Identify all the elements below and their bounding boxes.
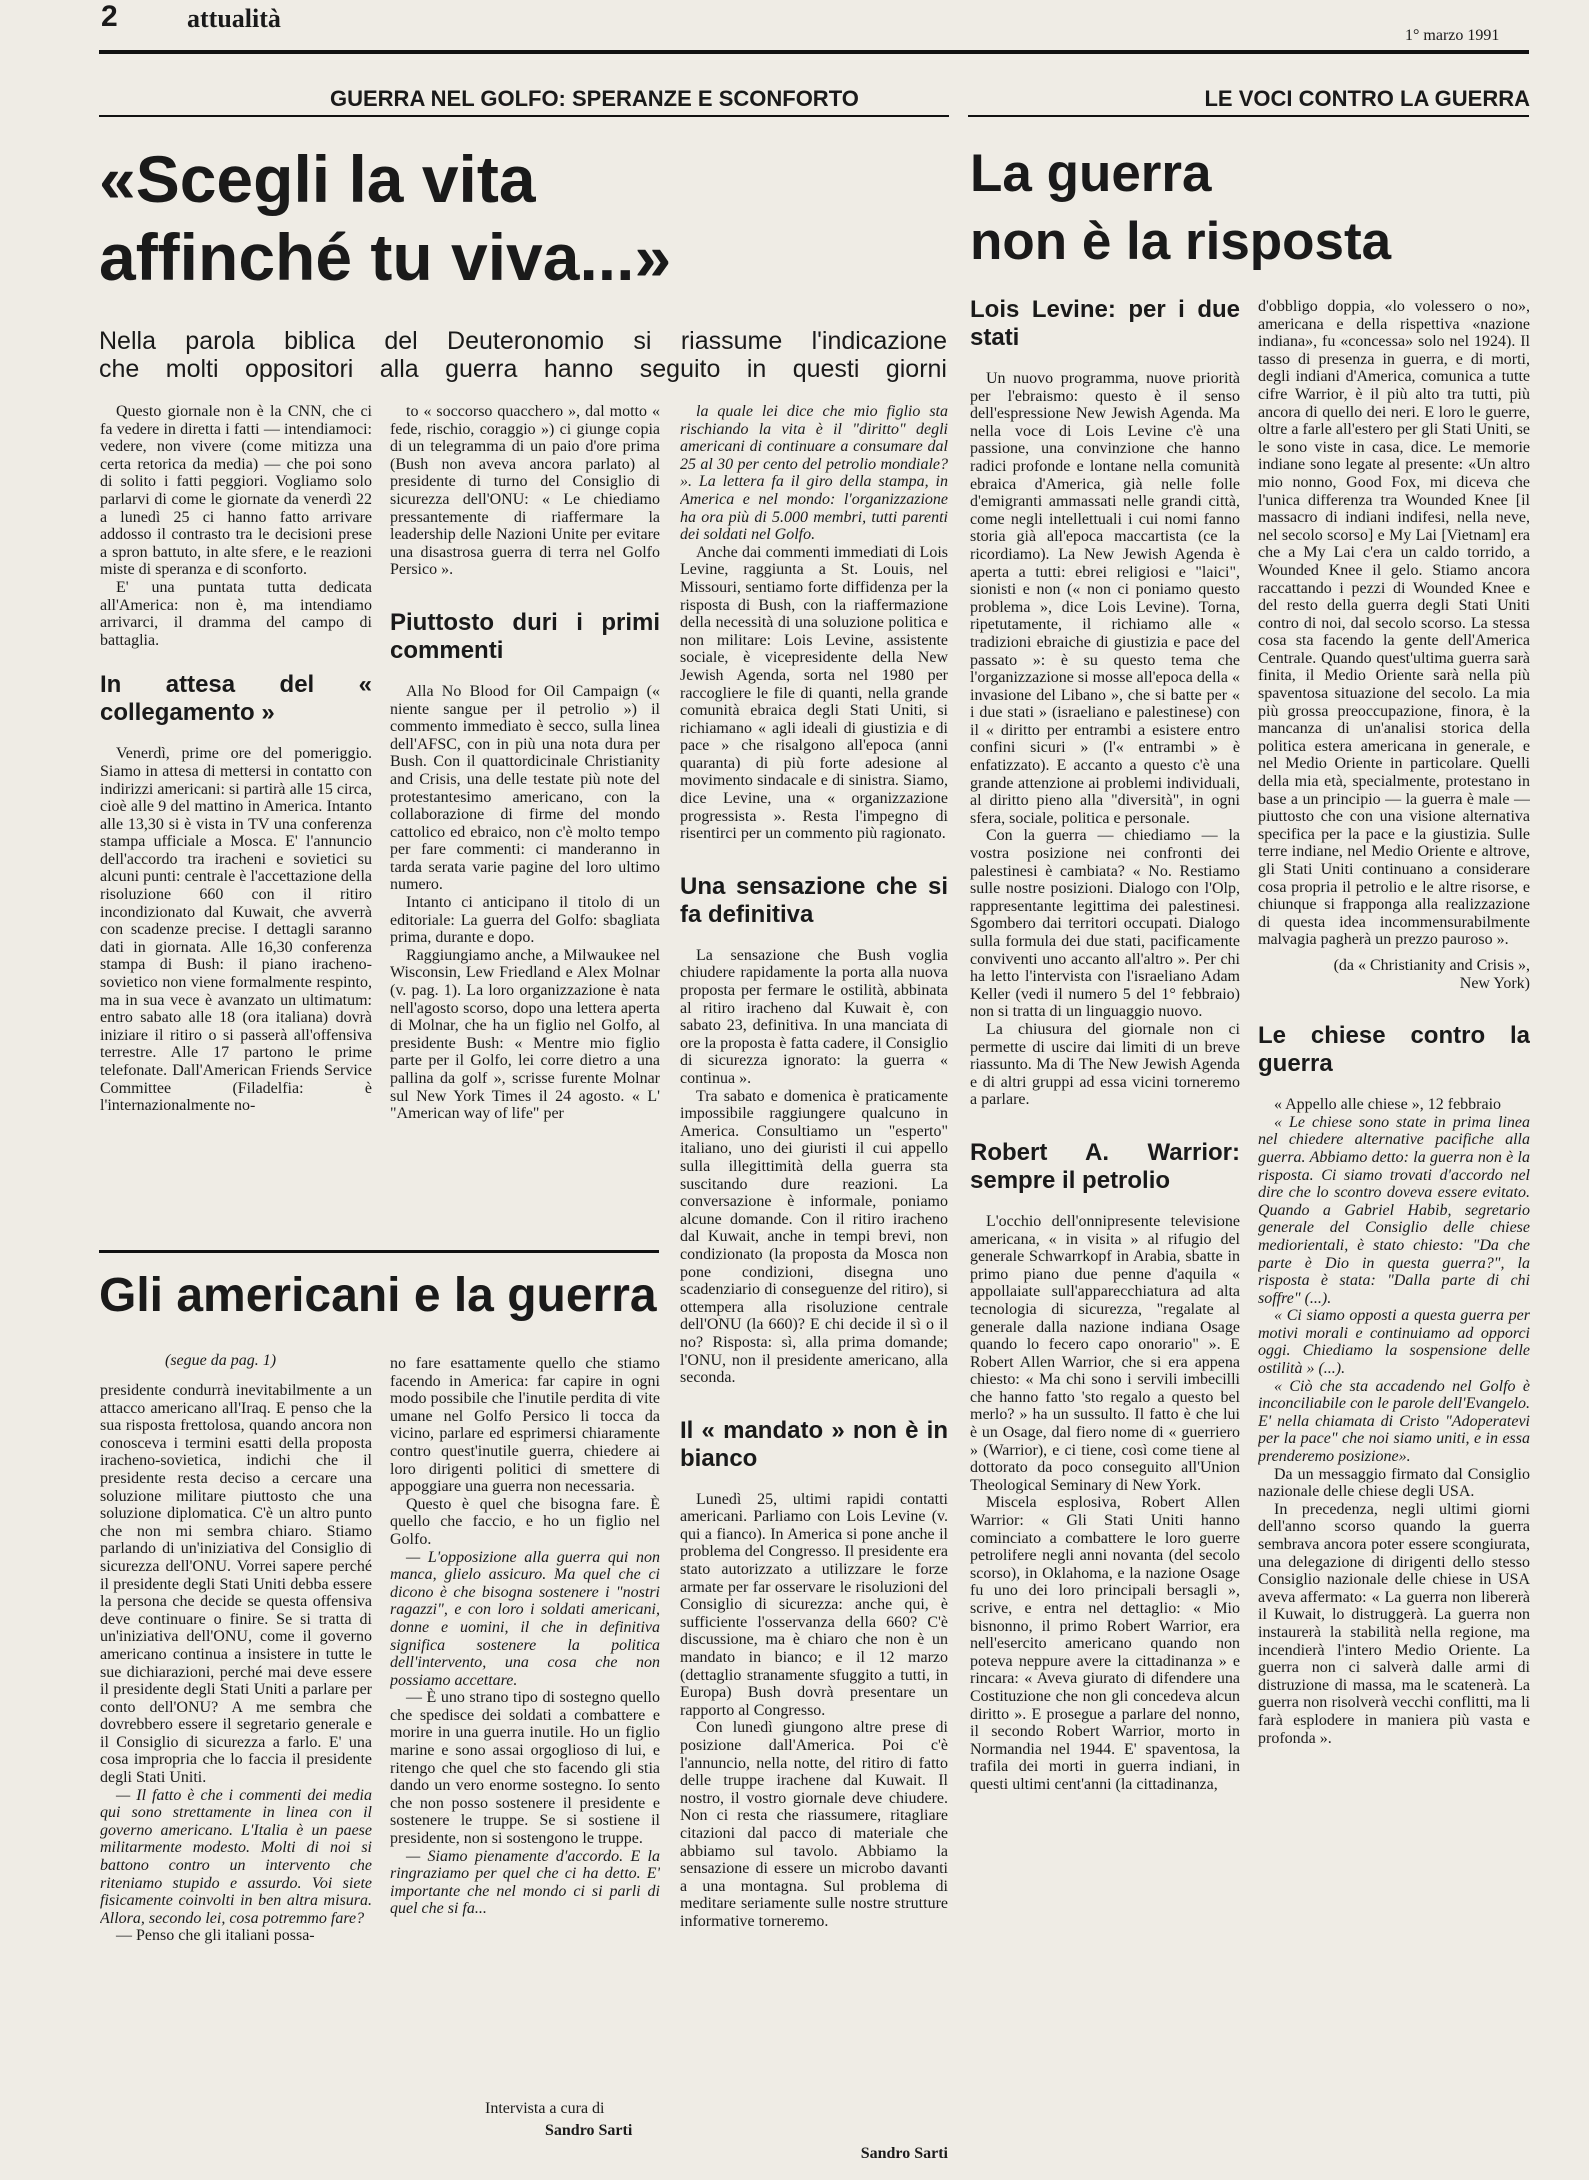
- right-paragraph: Con la guerra — chiediamo — la vostra posizione nei confronti dei palestinesi è cambiata? « No. Restiamo sulle nostre posizioni. Dialogo con l'Olp, rappresentante legittima dei palestinesi. Sgombero dai territori occupati. Dialogo sulla formula dei due stati, pacificamente conviventi uno accanto all'altro ». Per chi ha letto l'intervista con l'israeliano Adam Keller (vedi il numero 5 del 1° febbraio) non si tratta di un linguaggio nuovo.: [970, 827, 1240, 1021]
- main-paragraph: Anche dai commenti immediati di Lois Levine, raggiunta a St. Louis, nel Missouri, sentiamo forte diffidenza per la risposta di Bush, con la riaffermazione della necessità di una soluzione politica e non militare: Lois Levine, assistente sociale, è vicepresidente della New Jewish Agenda, sorta nel 1980 per raccogliere le file di quanti, nella grande comunità ebraica degli Stati Uniti, si richiamano « agli ideali di giustizia e di pace » che risalgono all'epoca (anni quaranta) di più forte adesione al movimento sindacale e di sinistra. Siamo, dice Levine, una « organizzazione progressista ». Resta l'impegno di risentirci per un commento più ragionato.: [680, 543, 948, 843]
- second-paragraph: presidente condurrà inevitabilmente a un attacco americano all'Iraq. E penso che la sua risposta frettolosa, quando ancora non conosceva i termini esatti della proposta iracheno-sovietica, indichi che il presidente resta deciso a cercare una soluzione militare piuttosto che una soluzione diplomatica. C'è un altro punto che non mi sembra chiaro. Stiamo parlando di un'iniziativa del Consiglio di sicurezza dell'ONU. Vorrei sapere perché il presidente degli Stati Uniti debba essere la persona che decide se questa offensiva deve continuare o finire. Se si tratta di un'iniziativa dell'ONU, come il governo americano continua a insistere in tutte le sue dichiarazioni, perché mai deve essere il presidente degli Stati Uniti a parlare per conto dell'ONU? A me sembra che dovrebbero essere il segretario generale e il Consiglio di sicurezza a farlo. E' una cosa impropria che lo faccia il presidente degli Stati Uniti.: [100, 1382, 372, 1787]
- second-article-rule: [99, 1250, 659, 1253]
- right-subheading-3: Le chiese contro la guerra: [1258, 1022, 1530, 1078]
- second-paragraph: — È uno strano tipo di sostegno quello che spedisce dei soldati a combattere e morire in una guerra inutile. Ho un figlio marine e sono assai orgoglioso di lui, e ritengo che quel che sto facendo gli stia dando un vero enorme sostegno. Io sento che non posso sostenere il presidente e sostenere le truppe. Se si sostiene il presidente, non si sostengono le truppe.: [390, 1689, 660, 1848]
- main-paragraph: Alla No Blood for Oil Campaign (« niente sangue per il petrolio ») il commento immediato è secco, sulla linea dell'AFSC, con in più una nota dura per Bush. Con il quattordicinale Christianity and Crisis, una delle testate più note del protestantesimo americano, con la collaborazione di firme del mondo cattolico ed ebraico, non c'è molto tempo per fare commenti: ci manderanno in tarda serata varie pagine del loro ultimo numero.: [390, 682, 660, 894]
- kicker-rule-left: [99, 115, 949, 117]
- second-paragraph: Questo è quel che bisogna fare. È quello che faccio, e ho un figlio nel Golfo.: [390, 1495, 660, 1548]
- right-headline-line2: non è la risposta: [970, 212, 1392, 271]
- main-column-3: [680, 403, 948, 2143]
- main-subheading-3: Una sensazione che si fa definitiva: [680, 872, 948, 928]
- right-headline: [970, 140, 1530, 276]
- main-headline-line2: affinché tu viva...»: [99, 220, 672, 294]
- main-paragraph: E' una puntata tutta dedicata all'America: non è, ma intendiamo arrivarci, il dramma del campo di battaglia.: [100, 578, 372, 649]
- section-label: attualità: [187, 4, 281, 33]
- second-column-1: [100, 1382, 372, 2152]
- main-subheading-4: Il « mandato » non è in bianco: [680, 1416, 948, 1472]
- main-paragraph: La sensazione che Bush voglia chiudere rapidamente la porta alla nuova proposta per fermare le ostilità, abbinata al ritiro iracheno dal Kuwait è, con sabato 23, definitiva. In una manciata di ore la proposta è fatta cadere, il Consiglio di sicurezza ignorato: la guerra « continua ».: [680, 946, 948, 1087]
- main-deck-line1: Nella parola biblica del Deuteronomio si riassume l'indicazione: [99, 327, 947, 355]
- main-paragraph: Raggiungiamo anche, a Milwaukee nel Wisconsin, Lew Friedland e Alex Molnar (v. pag. 1). La loro organizzazione è nata nell'agosto scorso, dopo una lettera aperta di Molnar, che ha un figlio nel Golfo, al presidente Bush: « Mentre mio figlio parte per il Golfo, lei corre dietro a una pallina da golf », scrisse furente Molnar sul New York Times il 24 agosto. « L' "American way of life" per: [390, 946, 660, 1123]
- right-column-2: [1258, 298, 1530, 2168]
- main-paragraph: Venerdì, prime ore del pomeriggio. Siamo in attesa di mettersi in contatto con indirizzi americani: si partirà alle 15 circa, cioè alle 9 del mattino in America. Intanto alle 13,30 si è vista in TV una conferenza stampa ufficiale a Mosca. E' l'annuncio dell'accordo tra iracheni e sovietici su alcuni punti: centrale è l'accettazione della risoluzione 660 con il ritiro incondizionato dal Kuwait, che avverrà con scadenze precise. I dettagli saranno dati in giornata. Alle 16,30 conferenza stampa di Bush: il piano iracheno-sovietico non viene formalmente respinto, ma in sua vece è avanzato un ultimatum: entro sabato alle 18 (ora italiana) dovrà iniziare il ritiro o si passerà all'offensiva terrestre. Alle 17 partono le prime telefonate. Dall'American Friends Service Committee (Filadelfia: è l'internazionalmente no-: [100, 745, 372, 1115]
- main-paragraph: Con lunedì giungono altre prese di posizione dall'America. Poi c'è l'annuncio, nella notte, del ritiro di fatto delle truppe irachene dal Kuwait. Il nostro, il vostro giornale deve chiudere. Non ci resta che riassumere, ritagliare citazioni dal pacco di materiale che abbiamo sul tavolo. Abbiamo la sensazione di essere un microbo davanti a una montagna. Sul problema di meditare seriamente sulle nostre strutture informative torneremo.: [680, 1719, 948, 1930]
- second-paragraph: — L'opposizione alla guerra qui non manca, glielo assicuro. Ma quel che ci dicono è che bisogna sostenere i "nostri ragazzi", e con loro i soldati americani, donne e uomini, il che in definitiva significa sostenere la politica dell'intervento, una cosa che non possiamo accettare.: [390, 1548, 660, 1689]
- main-headline-line1: «Scegli la vita: [99, 142, 536, 216]
- main-paragraph: Lunedì 25, ultimi rapidi contatti americani. Parliamo con Lois Levine (v. qui a fianco). In America si pone anche il problema del Congresso. Il presidente era stato autorizzato a utilizzare le forze armate per far osservare le risoluzioni del Consiglio di sicurezza: anche qui, è sufficiente l'osservanza della 660? C'è discussione, ma è chiaro che non è un mandato in bianco; e il 12 marzo (dettaglio stranamente sfuggito a tutti, in Europa) Bush dovrà presentare un rapporto al Congresso.: [680, 1490, 948, 1719]
- source-line-1: (da « Christianity and Crisis »,: [1333, 956, 1530, 974]
- right-paragraph: La chiusura del giornale non ci permette di uscire dai limiti di un breve riassunto. Ma di The New Jewish Agenda e di altri gruppi ad essa vicini torneremo a parlare.: [970, 1020, 1240, 1109]
- right-subheading-1: Lois Levine: per i due stati: [970, 296, 1240, 351]
- main-column-2: [390, 403, 660, 1263]
- second-paragraph: — Il fatto è che i commenti dei media qui sono strettamente in linea con il governo americano. L'Italia è un paese militarmente modesto. Molti di noi si battono contro un intervento che riteniamo stupido e assurdo. Voi siete fisicamente coinvolti in ben altra misura. Allora, secondo lei, cosa potremmo fare?: [100, 1786, 372, 1927]
- second-paragraph: — Siamo pienamente d'accordo. E la ringraziamo per quel che ci ha detto. E' importante che nel mondo ci si parli di quel che si fa...: [390, 1847, 660, 1918]
- second-column-2: [390, 1355, 660, 2105]
- main-subheading-1: In attesa del « collegamento »: [100, 671, 372, 727]
- second-signature: Sandro Sarti: [545, 2122, 633, 2139]
- main-paragraph: Questo giornale non è la CNN, che ci fa vedere in diretta i fatti — intendiamoci: vedere, non vivere (come mitizza una certa retorica da media) — che poi sono di solito i fatti peggiori. Vogliamo solo parlarvi di come le giornate da venerdì 22 a lunedì 25 ci hanno fatto arrivare addosso il contrasto tra le decisioni prese a spron battuto, in alte sfere, e le reazioni miste di speranza e di sconforto.: [100, 403, 372, 579]
- right-paragraph: L'occhio dell'onnipresente televisione americana, « in visita » al rifugio del generale Schwarrkopf in Arabia, sbatte in primo piano due penne d'aquila « appollaiate sull'apparecchiatura ad alta tecnologia di sicurezza, "regalate al generale dalla nazione indiana Osage quando lo fecero capo onorario" ». E Robert Allen Warrior, che si era appena chiesto: « Ma chi sono i servili imbecilli che hanno fatto 'sto regalo a questo bel merlo? » ha un sussulto. Il fatto è che lui è un Osage, dal fiero nome di « guerriero » (Warrior), e ci tiene, così come tiene al dottorato da poco conseguito all'Union Theological Seminary di New York.: [970, 1212, 1240, 1494]
- main-paragraph: Intanto ci anticipano il titolo di un editoriale: La guerra del Golfo: sbagliata prima, durante e dopo.: [390, 894, 660, 947]
- second-paragraph: no fare esattamente quello che stiamo facendo in America: far capire in ogni modo possibile che l'inutile perdita di vite umane nel Golfo Persico li tocca da vicino, parlare ed esprimersi chiaramente contro quest'inutile guerra, chiedere ai loro dirigenti politici di smettere di appoggiare una guerra non necessaria.: [390, 1355, 660, 1496]
- right-paragraph: « Ciò che sta accadendo nel Golfo è inconciliabile con le parole dell'Evangelo. E' nella chiamata di Cristo "Adoperatevi per la pace" che noi siamo uniti, e in essa prenderemo posizione».: [1258, 1377, 1530, 1466]
- right-headline-line1: La guerra: [970, 144, 1212, 203]
- kicker-right: LE VOCI CONTRO LA GUERRA: [1204, 86, 1530, 111]
- right-paragraph: Un nuovo programma, nuove priorità per l'ebraismo: questo è il senso dell'espressione New Jewish Agenda. Ma nella voce di Lois Levine c'è una passione, una convinzione che hanno radici profonde e lontane nella comunità ebraica d'America, già nelle folle d'emigranti ammassati nelle grandi città, come negli intellettuali i cui nomi fanno storia già all'epoca maccartista (ce la ricordiamo). La New Jewish Agenda è aperta a tutti: ebrei religiosi e "laici", sionisti e non (« non ci poniamo questo problema », dice Lois Levine). Torna, ripetutamente, il richiamo alle « tradizioni ebraiche di giustizia e pace del passato »: è su questo tema che l'organizzazione si mosse all'epoca della « invasione del Libano », che si batte per « i due stati » (israeliano e palestinese) con il « diritto per entrambi a esistere entro confini sicuri » (l'« entrambi » è enfatizzato). E accanto a questo c'è una grande attenzione ai problemi individuali, al diritto pieno alla "diversità", in ogni sfera, sociale, politica e personale.: [970, 370, 1240, 827]
- main-paragraph: Tra sabato e domenica è praticamente impossibile raggiungere qualcuno in America. Consultiamo un "esperto" italiano, uno dei giuristi il cui appello sulla illegittimità della guerra sta suscitando dure reazioni. La conversazione è informale, poniamo alcune domande. Con il ritiro iracheno dal Kuwait, anche in tempi brevi, non condizionato (la proposta da Mosca non pone condizioni, disegna uno scadenziario di conseguenze del ritiro), si ottempera alla risoluzione centrale dell'ONU (la 660)? E chi decide il sì o il no? Risposta: sì, alla prima domande; l'ONU, non il presidente americano, alla seconda.: [680, 1087, 948, 1387]
- right-paragraph: « Le chiese sono state in prima linea nel chiedere alternative pacifiche alla guerra. Abbiamo detto: la guerra non è la risposta. Ci siamo trovati d'accordo nel dire che lo scontro doveva essere evitato. Quando a Gabriel Habib, segretario generale del Consiglio delle chiese mediorientali, è stato chiesto: "Da che parte è Dio in questa guerra?", la risposta è stata: "Dalla parte di chi soffre" (...).: [1258, 1113, 1530, 1307]
- right-paragraph: In precedenza, negli ultimi giorni dell'anno scorso quando la guerra sembrava ancora poter essere scongiurata, una delegazione di dirigenti dello stesso Consiglio nazionale delle chiese in USA aveva affermato: « La guerra non libererà il Kuwait, lo distruggerà. La guerra non instaurerà la stabilità nella regione, ma incendierà l'intero Medio Oriente. La guerra non ci salverà dalle armi di distruzione di massa, ma le scatenerà. La guerra non risolverà vecchi conflitti, ma li farà esplodere in maniera più vasta e profonda ».: [1258, 1500, 1530, 1747]
- header-rule: [99, 50, 1529, 54]
- second-paragraph: — Penso che gli italiani possa-: [116, 1927, 315, 1945]
- main-paragraph: la quale lei dice che mio figlio sta rischiando la vita è il "diritto" degli americani di continuare a consumare dal 25 al 30 per cento del petrolio mondiale? ». La lettera fa il giro della stampa, in America e nel mondo: l'organizzazione ha ora più di 5.000 membri, tutti parenti dei soldati nel Golfo.: [680, 403, 948, 544]
- page-number: 2: [101, 0, 118, 33]
- kicker-left: GUERRA NEL GOLFO: SPERANZE E SCONFORTO: [330, 86, 859, 111]
- right-paragraph: d'obbligo doppia, «lo volessero o no», americana e della rispettiva «nazione indiana», fu «concessa» solo nel 1924). Il tasso di presenza in guerra, e di morti, degli indiani d'America, comunica a tutte cifre Warrior, è il più alto tra tutti, più ancora di quello dei neri. E loro le guerre, oltre a farle all'estero per gli Stati Uniti, se le sono viste in casa, dice. Le memorie indiane sono legate al presente: «Un altro mio nonno, Good Fox, mi diceva che l'unica differenza tra Wounded Knee [il massacro di indiani indifesi, nella neve, nel secolo scorso] e My Lai [Vietnam] era che a My Lai c'era un caldo torrido, a Wounded Knee il gelo. Stiamo ancora raccattando i pezzi di Wounded Knee e del resto della guerra degli Stati Uniti contro di noi, dal secolo scorso. La stessa cosa sta facendo la gente dell'America Centrale. Quando quest'ultima guerra sarà finita, il Medio Oriente sarà nella più spaventosa situazione del secolo. La mia più grossa preoccupazione, finora, è la mancanza di un'analisi storica della politica estera americana in generale, e nel Medio Oriente in particolare. Quelli della mia età, specialmente, protestano in base a un principio — la guerra è male — piuttosto che con una visione alternativa specifica per la pace e la giustizia. Sulle terre indiane, nel Medio Oriente e altrove, gli Stati Uniti continuano a considerare cosa propria il petrolio e le altre risorse, e chiunque si frapponga alla realizzazione di questa idea incommensurabilmente malvagia pagherà un prezzo pauroso ».: [1258, 298, 1530, 949]
- main-deck-line2: che molti oppositori alla guerra hanno seguito in questi giorni: [99, 355, 947, 383]
- right-column-1: [970, 296, 1240, 2180]
- continued-note: (segue da pag. 1): [165, 1352, 277, 1369]
- main-signature: Sandro Sarti: [860, 2145, 948, 2162]
- right-paragraph: « Ci siamo opposti a questa guerra per motivi morali e continuiamo ad opporci oggi. Chiediamo la sospensione delle ostilità » (...).: [1258, 1307, 1530, 1378]
- main-headline: [99, 140, 959, 296]
- right-paragraph: Da un messaggio firmato dal Consiglio nazionale delle chiese degli USA.: [1258, 1465, 1530, 1501]
- right-paragraph: Miscela esplosiva, Robert Allen Warrior: « Gli Stati Uniti hanno cominciato a combattere le loro guerre petrolifere negli anni novanta (del secolo scorso), in Oklahoma, e la nazione Osage fu uno dei loro principali bersagli », scrive, e entra nel dettaglio: « Mio bisnonno, il primo Robert Warrior, era nell'esercito americano quando non poteva neppure avere la cittadinanza » e rincara: « Aveva giurato di difendere una Costituzione che non gli concedeva alcun diritto ». E prosegue a parlare del nonno, il secondo Robert Warrior, morto in Normandia nel 1944. E' spaventosa, la trafila dei morti in guerra indiani, in questi ultimi cent'anni (la cittadinanza,: [970, 1494, 1240, 1793]
- source-line: [1258, 957, 1530, 992]
- main-deck: [99, 327, 947, 383]
- interview-credit: Intervista a cura di: [485, 2100, 605, 2117]
- main-paragraph: to « soccorso quacchero », dal motto « fede, rischio, coraggio ») ci giunge copia di un telegramma di un paio d'ore prima (Bush non aveva ancora parlato) al presidente di turno del Consiglio di sicurezza dell'ONU: « Le chiediamo pressantemente di riaffermare la leadership delle Nazioni Unite per evitare una disastrosa guerra di terra nel Golfo Persico ».: [390, 403, 660, 579]
- issue-date: 1° marzo 1991: [1405, 27, 1500, 44]
- source-line-2: New York): [1459, 974, 1530, 992]
- second-headline: Gli americani e la guerra: [99, 1269, 657, 1322]
- main-column-1: [100, 403, 372, 1263]
- kicker-rule-right: [968, 115, 1529, 117]
- main-subheading-2: Piuttosto duri i primi commenti: [390, 608, 660, 664]
- right-paragraph: « Appello alle chiese », 12 febbraio: [1274, 1096, 1502, 1114]
- right-subheading-2: Robert A. Warrior: sempre il petrolio: [970, 1138, 1240, 1194]
